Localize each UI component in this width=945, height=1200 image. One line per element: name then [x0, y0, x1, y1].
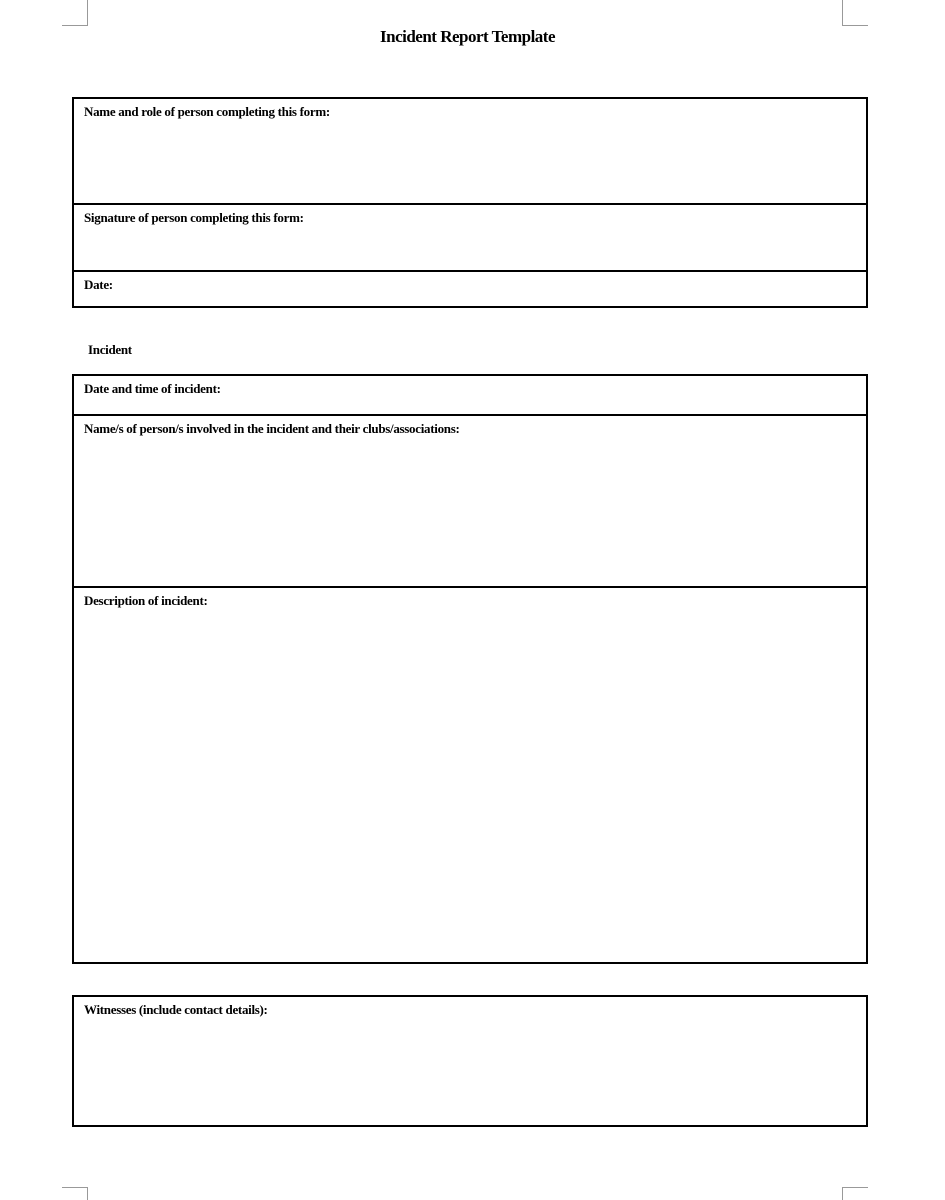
witnesses-field[interactable]	[74, 997, 866, 1125]
name-role-label: Name and role of person completing this form:	[84, 104, 330, 119]
signature-label: Signature of person completing this form:	[84, 210, 304, 225]
witnesses-label: Witnesses (include contact details):	[84, 1002, 268, 1017]
signature-field[interactable]	[74, 205, 866, 272]
page-corner-mark-top-left	[62, 0, 88, 26]
incident-datetime-label: Date and time of incident:	[84, 381, 221, 396]
incident-heading: Incident	[88, 342, 132, 357]
name-role-field[interactable]	[74, 99, 866, 205]
page-corner-mark-top-right	[842, 0, 868, 26]
incident-table	[72, 374, 868, 964]
persons-involved-field[interactable]	[74, 416, 866, 588]
reporter-table	[72, 97, 868, 308]
page-corner-mark-bottom-right	[842, 1187, 868, 1200]
persons-involved-label: Name/s of person/s involved in the incident and their clubs/associations:	[84, 421, 460, 436]
date-label: Date:	[84, 277, 113, 292]
incident-description-field[interactable]	[74, 588, 866, 962]
date-field[interactable]	[74, 272, 866, 306]
page-corner-mark-bottom-left	[62, 1187, 88, 1200]
page-title: Incident Report Template	[380, 27, 555, 46]
witness-table	[72, 995, 868, 1127]
incident-description-label: Description of incident:	[84, 593, 208, 608]
incident-datetime-field[interactable]	[74, 376, 866, 416]
